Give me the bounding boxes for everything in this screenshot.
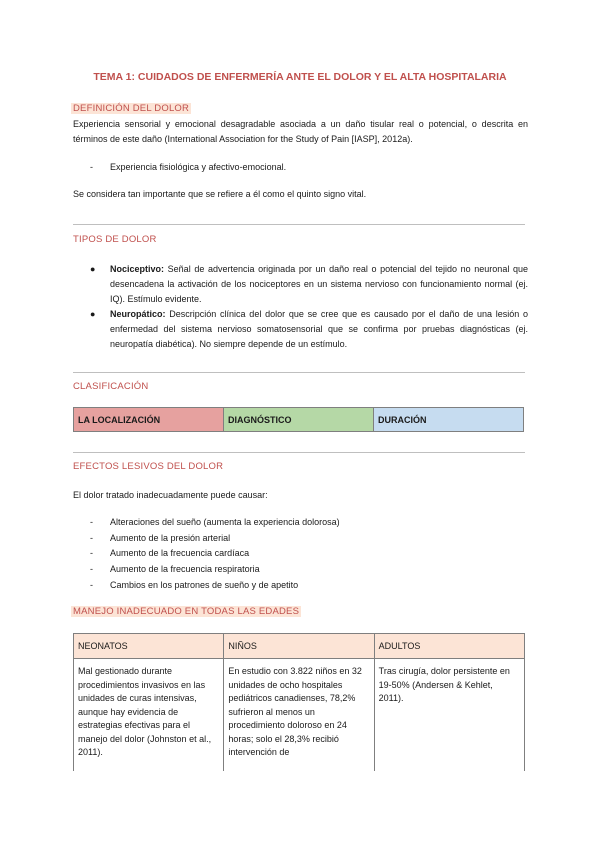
dash-item-text: Experiencia fisiológica y afectivo-emocional. (110, 162, 287, 172)
dash-marker: - (90, 162, 93, 172)
bullet-icon: ● (90, 264, 96, 274)
clasificacion-cell-duracion: DURACIÓN (374, 408, 523, 431)
column-header-ninos: NIÑOS (224, 634, 374, 659)
divider (73, 372, 525, 373)
table-cell-neonatos: Mal gestionado durante procedimientos invasivos en las unidades de curas intensivas, aunque hay evidencia de estrategias efectivas para el manejo del dolor (Johnston et al., 2011). (74, 659, 224, 772)
tipos-item-nociceptivo (73, 262, 528, 307)
column-header-neonatos: NEONATOS (74, 634, 224, 659)
table-cell-adultos: Tras cirugía, dolor persistente en 19-50% (Andersen & Kehlet, 2011). (374, 659, 524, 772)
table-row (74, 659, 525, 772)
column-header-adultos: ADULTOS (374, 634, 524, 659)
definicion-note: Se considera tan importante que se refiere a él como el quinto signo vital. (73, 189, 367, 199)
tipos-item-neuropatico (73, 307, 528, 352)
section-heading-definicion: DEFINICIÓN DEL DOLOR (73, 103, 190, 114)
manejo-table (73, 633, 525, 771)
clasificacion-cell-localizacion: LA LOCALIZACIÓN (74, 408, 224, 431)
table-cell-ninos: En estudio con 3.822 niños en 32 unidades de ocho hospitales pediátricos canadienses, 78,2% sufrieron al menos un procedimiento doloroso en 24 horas; solo el 28,3% recibió intervención de (224, 659, 374, 772)
section-heading-clasificacion: CLASIFICACIÓN (73, 381, 149, 392)
divider (73, 452, 525, 453)
tipos-term: Nociceptivo: (110, 264, 165, 274)
page-title: TEMA 1: CUIDADOS DE ENFERMERÍA ANTE EL DOLOR Y EL ALTA HOSPITALARIA (93, 71, 507, 83)
section-heading-tipos: TIPOS DE DOLOR (73, 234, 157, 245)
section-heading-efectos: EFECTOS LESIVOS DEL DOLOR (73, 461, 224, 472)
document-page: TEMA 1: CUIDADOS DE ENFERMERÍA ANTE EL DOLOR Y EL ALTA HOSPITALARIA DEFINICIÓN DEL DOLOR Experiencia sensorial y emocional desagradable asociada a un daño tisular real o potencial, o descrita en términos de este daño (International Association for the Study of Pain [IASP], 2012a). - Experiencia fisiológica y afectivo-emocional. Se considera tan importante que se refiere a él como el quinto signo vital. TIPOS DE DOLOR ● Nociceptivo: Señal de advertencia originada por un daño real o potencial del tejido no neuronal que desencadena la activación de los nociceptores en un sistema nervioso con funcionamiento normal (ej. IQ). Estímulo evidente. ● Neuropático: Descripción clínica del dolor que se cree que es causado por el daño de una lesión o enfermedad del sistema nervioso somatosensorial que se confirma por pruebas diagnósticas (ej. neuropatía diabética). No siempre depende de un estímulo. CLASIFICACIÓN LA LOCALIZACIÓN DIAGNÓSTICO DURACIÓN EFECTOS LESIVOS DEL DOLOR El dolor tratado inadecuadamente puede causar: - Alteraciones del sueño (aumenta la experiencia dolorosa) - Aumento de la presión arterial - Aumento de la frecuencia cardíaca - Aumento de la frecuencia respiratoria - Cambios en los patrones de sueño y de apetito MANEJO INADECUADO EN TODAS LAS EDADES NEONATOS NIÑOS ADULTOS Mal gestionado durante procedimientos invasivos en las unidades de curas intensivas, aunque hay evidencia de estrategias efectivas para el manejo del dolor (Johnston et al., 2011). En estudio con 3.822 niños en 32 unidades de ocho hospitales pediátricos canadienses, 78,2% sufrieron al menos un procedimiento doloroso en 24 horas; solo el 28,3% recibió intervención de Tras cirugía, dolor persistente en 19-50% (Andersen & Kehlet, 2011). (0, 0, 600, 848)
definicion-paragraph: Experiencia sensorial y emocional desagradable asociada a un daño tisular real o potencial, o descrita en términos de este daño (International Association for the Study of Pain [IASP], 2012a). (73, 119, 528, 144)
bullet-icon: ● (90, 309, 96, 319)
clasificacion-cell-diagnostico: DIAGNÓSTICO (224, 408, 374, 431)
section-heading-manejo: MANEJO INADECUADO EN TODAS LAS EDADES (73, 606, 300, 617)
table-header-row (74, 634, 525, 659)
tipos-text: Descripción clínica del dolor que se cree que es causado por el daño de una lesión o enfermedad del sistema nervioso somatosensorial que se confirma por pruebas diagnósticas (ej. neuropatía diabética). No siempre depende de un estímulo. (110, 309, 528, 349)
divider (73, 224, 525, 225)
efectos-intro: El dolor tratado inadecuadamente puede causar: (73, 490, 268, 500)
tipos-term: Neuropático: (110, 309, 166, 319)
clasificacion-table (73, 407, 524, 432)
tipos-text: Señal de advertencia originada por un daño real o potencial del tejido no neuronal que desencadena la activación de los nociceptores en un sistema nervioso con funcionamiento normal (ej. IQ). Estímulo evidente. (110, 264, 528, 304)
